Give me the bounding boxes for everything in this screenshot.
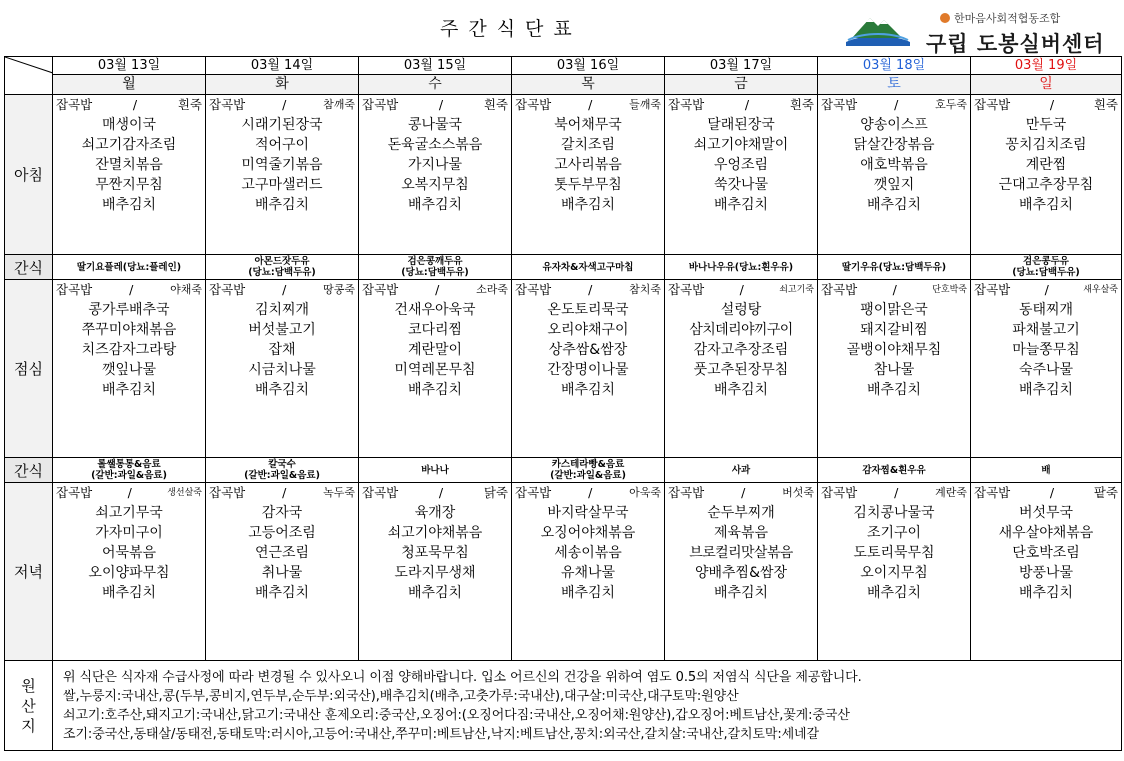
lunch-cell [359, 280, 512, 458]
dish-item: 우엉조림 [713, 157, 769, 173]
snack-line: 검은콩두유 [1023, 256, 1069, 267]
snack-line: 롤쌜통통&음료 [97, 459, 161, 470]
separator: / [282, 485, 287, 500]
org-name-big: 구립 도봉실버센터 [926, 32, 1105, 56]
rice-label: 잡곡밥 [974, 97, 1011, 112]
rice-label: 잡곡밥 [56, 485, 93, 500]
dish-item: 돈육굴소스볶음 [387, 137, 483, 153]
origin-line: 쇠고기:호주산,돼지고기:국내산,닭고기:국내산 훈제오리:중국산,오징어:(오징어다짐:국내산,오징어채:원양산),갑오징어:베트남산,꽃게:중국산 [63, 708, 850, 723]
dish-item: 제육볶음 [713, 525, 769, 541]
porridge-label: 흰죽 [1093, 97, 1118, 112]
dish-item: 치즈감자그라탕 [81, 342, 177, 358]
dish-item: 쇠고기야채말이 [693, 137, 789, 153]
origin-line: 쌀,누룽지:국내산,콩(두부,콩비지,연두부,순두부:외국산),배추김치(배추,고춧가루:국내산),대구살:미국산,대구토막:원양산 [63, 689, 739, 704]
date-tue: 03월 14일 [206, 57, 359, 75]
day-row [5, 75, 1122, 95]
dish-item: 오복지무침 [401, 177, 469, 193]
dish-item: 계란찜 [1025, 157, 1067, 173]
dish-item: 매생이국 [101, 117, 157, 133]
rice-label: 잡곡밥 [974, 282, 1011, 297]
dish-item: 파채불고기 [1012, 322, 1080, 338]
rice-porridge-line [53, 280, 205, 300]
mountain-logo-icon [844, 8, 912, 48]
separator: / [282, 97, 287, 112]
porridge-label: 쇠고기죽 [779, 285, 814, 295]
dish-item: 배추김치 [254, 382, 310, 398]
rice-label: 잡곡밥 [362, 282, 399, 297]
dish-item: 오이양파무침 [88, 565, 170, 581]
snack-label-afternoon: 간식 [5, 458, 53, 483]
lunch-cell [206, 280, 359, 458]
separator: / [438, 485, 444, 500]
rice-label: 잡곡밥 [821, 97, 858, 112]
dish-item: 설렁탕 [720, 302, 762, 318]
separator: / [741, 485, 746, 500]
rice-porridge-line [818, 95, 970, 115]
separator: / [739, 282, 744, 297]
breakfast-cell [512, 95, 665, 255]
corner-diagonal-icon [5, 57, 53, 93]
dinner-cell [818, 483, 971, 661]
breakfast-cell [359, 95, 512, 255]
dish-item: 쑥갓나물 [713, 177, 769, 193]
dish-item: 버섯무국 [1018, 505, 1074, 521]
dish-item: 잔멸치볶음 [95, 157, 163, 173]
dinner-cell [665, 483, 818, 661]
rice-label: 잡곡밥 [56, 97, 93, 112]
rice-label: 잡곡밥 [515, 282, 552, 297]
rice-label: 잡곡밥 [668, 97, 705, 112]
rice-label: 잡곡밥 [209, 282, 246, 297]
breakfast-cell [665, 95, 818, 255]
rice-label: 잡곡밥 [974, 485, 1011, 500]
snack-item [359, 255, 512, 280]
dish-item: 육개장 [414, 505, 456, 521]
snack-line: 배 [1041, 464, 1051, 476]
snack-item [818, 255, 971, 280]
porridge-label: 흰죽 [177, 97, 202, 112]
porridge-label: 참깨죽 [323, 98, 355, 111]
porridge-label: 생선살죽 [167, 488, 202, 498]
dish-item: 쇠고기무국 [95, 505, 163, 521]
snack-item [206, 255, 359, 280]
rice-porridge-line [665, 280, 817, 300]
dish-item: 김치찌개 [254, 302, 310, 318]
dish-item: 깻잎나물 [101, 362, 157, 378]
dish-item: 유채나물 [560, 565, 616, 581]
origin-line: 조기:중국산,동태살/동태전,동태토막:러시아,고등어:국내산,쭈꾸미:베트남산,낙지:베트남산,꽁치:외국산,갈치살:국내산,갈치토막:세네갈 [63, 727, 819, 742]
snack-line: 검은콩깨두유 [407, 256, 463, 267]
origin-label-char: 원 [21, 676, 36, 695]
dish-item: 가자미구이 [95, 525, 163, 541]
snack-line: 감자찜&흰우유 [862, 464, 926, 476]
origin-line: 위 식단은 식자재 수급사정에 따라 변경될 수 있사오니 이점 양해바랍니다. 입소 어르신의 건강을 위하여 염도 0.5의 저염식 식단을 제공합니다. [63, 670, 862, 685]
snack-line: 칼국수 [268, 459, 296, 470]
rice-porridge-line [206, 483, 358, 503]
porridge-label: 들깨죽 [629, 98, 661, 111]
dish-item: 배추김치 [1018, 585, 1074, 601]
porridge-label: 아욱죽 [629, 486, 661, 499]
dish-item: 어묵볶음 [101, 545, 157, 561]
rice-label: 잡곡밥 [362, 97, 399, 112]
separator: / [894, 485, 899, 500]
dish-item: 골뱅이야채무침 [846, 342, 942, 358]
snack-item [971, 255, 1122, 280]
rice-porridge-line [53, 95, 205, 115]
dish-item: 감자국 [261, 505, 303, 521]
dish-item: 브로컬리맛살볶음 [689, 545, 793, 561]
origin-label-char: 지 [21, 716, 36, 735]
dinner-row [5, 483, 1122, 661]
separator: / [1049, 485, 1055, 500]
separator: / [894, 97, 899, 112]
date-thu: 03월 16일 [512, 57, 665, 75]
breakfast-cell [818, 95, 971, 255]
rice-label: 잡곡밥 [668, 282, 705, 297]
snack-line: 사과 [731, 464, 751, 476]
dish-item: 배추김치 [101, 382, 157, 398]
dish-item: 도라지무생채 [394, 565, 476, 581]
dish-item: 배추김치 [866, 585, 922, 601]
dish-item: 숙주나물 [1018, 362, 1074, 378]
snack-line: (갈반:과일&음료) [91, 470, 167, 481]
dish-item: 상추쌈&쌈장 [548, 342, 628, 358]
date-sat: 03월 18일 [818, 57, 971, 75]
dish-item: 배추김치 [866, 197, 922, 213]
porridge-label: 단호박죽 [932, 285, 967, 295]
dish-item: 배추김치 [1018, 382, 1074, 398]
porridge-label: 녹두죽 [323, 486, 355, 499]
dish-item: 청포묵무침 [401, 545, 469, 561]
lunch-row [5, 280, 1122, 458]
dinner-cell [512, 483, 665, 661]
day-tue: 화 [206, 75, 359, 95]
dish-item: 바지락살무국 [547, 505, 629, 521]
snack-line: 바나나우유(당뇨:흰우유) [688, 261, 794, 273]
dish-item: 순두부찌개 [707, 505, 775, 521]
dish-item: 간장명이나물 [547, 362, 629, 378]
porridge-label: 참치죽 [629, 283, 661, 296]
day-sat: 토 [818, 75, 971, 95]
dish-item: 애호박볶음 [860, 157, 928, 173]
porridge-label: 호두죽 [935, 98, 967, 111]
snack-line: (당뇨:담백두유) [248, 267, 316, 278]
day-thu: 목 [512, 75, 665, 95]
porridge-label: 땅콩죽 [323, 283, 355, 296]
dish-item: 콩나물국 [407, 117, 463, 133]
rice-porridge-line [971, 280, 1121, 300]
dish-item: 배추김치 [407, 382, 463, 398]
porridge-label: 팥죽 [1093, 485, 1118, 500]
snack-line: 유자차&자색고구마칩 [542, 261, 634, 273]
separator: / [588, 485, 593, 500]
dish-item: 깻잎지 [873, 177, 915, 193]
rice-label: 잡곡밥 [515, 97, 552, 112]
date-fri: 03월 17일 [665, 57, 818, 75]
snack-item [818, 458, 971, 483]
dish-item: 배추김치 [254, 197, 310, 213]
rice-porridge-line [359, 280, 511, 300]
separator: / [588, 282, 593, 297]
dinner-cell [359, 483, 512, 661]
dish-item: 오징어야채볶음 [540, 525, 636, 541]
dish-item: 조기구이 [866, 525, 922, 541]
snack-item [512, 255, 665, 280]
dish-item: 배추김치 [254, 585, 310, 601]
lunch-cell [53, 280, 206, 458]
lunch-cell [665, 280, 818, 458]
snack-item [53, 255, 206, 280]
breakfast-cell [971, 95, 1122, 255]
dish-item: 콩가루배추국 [88, 302, 170, 318]
dish-item: 쭈꾸미야채볶음 [81, 322, 177, 338]
snack-item [971, 458, 1122, 483]
dish-item: 닭살간장볶음 [853, 137, 935, 153]
rice-porridge-line [665, 483, 817, 503]
dish-item: 배추김치 [713, 585, 769, 601]
rice-porridge-line [206, 95, 358, 115]
dish-item: 코다리찜 [407, 322, 463, 338]
dish-item: 배추김치 [560, 197, 616, 213]
snack-line: (당뇨:담백두유) [401, 267, 469, 278]
dish-item: 고사리볶음 [554, 157, 622, 173]
rice-porridge-line [512, 95, 664, 115]
porridge-label: 닭죽 [483, 485, 508, 500]
weekly-menu-table [4, 56, 1122, 751]
snack2-row [5, 458, 1122, 483]
dish-item: 새우살야채볶음 [998, 525, 1094, 541]
lunch-cell [512, 280, 665, 458]
rice-label: 잡곡밥 [515, 485, 552, 500]
dish-item: 세송이볶음 [554, 545, 622, 561]
porridge-label: 새우살죽 [1083, 285, 1118, 295]
header [0, 0, 1124, 56]
meal-label-lunch: 점심 [5, 280, 53, 458]
dish-item: 오리야채구이 [547, 322, 629, 338]
rice-porridge-line [971, 483, 1121, 503]
dish-item: 잡채 [268, 342, 296, 358]
dish-item: 적어구이 [254, 137, 310, 153]
rice-label: 잡곡밥 [821, 485, 858, 500]
dish-item: 삼치데리야끼구이 [689, 322, 793, 338]
dish-item: 고등어조림 [248, 525, 316, 541]
dish-item: 쇠고기감자조림 [81, 137, 177, 153]
separator: / [132, 97, 138, 112]
dish-item: 시금치나물 [248, 362, 316, 378]
date-wed: 03월 15일 [359, 57, 512, 75]
separator: / [129, 282, 134, 297]
rice-porridge-line [818, 483, 970, 503]
corner-cell [5, 57, 53, 95]
porridge-label: 계란죽 [935, 486, 967, 499]
snack-item [665, 458, 818, 483]
rice-porridge-line [512, 280, 664, 300]
dish-item: 동태찌개 [1018, 302, 1074, 318]
origin-notes [53, 661, 1122, 751]
dish-item: 톳두부무침 [554, 177, 622, 193]
dish-item: 미역레몬무침 [394, 362, 476, 378]
separator: / [892, 282, 897, 297]
rice-porridge-line [971, 95, 1121, 115]
snack-line: 바나나 [421, 464, 449, 476]
rice-porridge-line [818, 280, 970, 300]
snack-item [53, 458, 206, 483]
separator: / [744, 97, 750, 112]
dish-item: 쇠고기야채볶음 [387, 525, 483, 541]
dish-item: 버섯불고기 [248, 322, 316, 338]
dish-item: 시래기된장국 [241, 117, 323, 133]
dinner-cell [971, 483, 1122, 661]
porridge-label: 야채죽 [170, 283, 202, 296]
dish-item: 배추김치 [407, 585, 463, 601]
dish-item: 건새우아욱국 [394, 302, 476, 318]
lunch-cell [818, 280, 971, 458]
dish-item: 무짠지무침 [95, 177, 163, 193]
snack-item [512, 458, 665, 483]
dish-item: 풋고추된장무침 [693, 362, 789, 378]
snack-item [665, 255, 818, 280]
dish-item: 감자고추장조림 [693, 342, 789, 358]
separator: / [127, 485, 132, 500]
dish-item: 김치콩나물국 [853, 505, 935, 521]
dish-item: 단호박조림 [1012, 545, 1080, 561]
dish-item: 근대고추장무침 [998, 177, 1094, 193]
origin-row [5, 661, 1122, 751]
rice-label: 잡곡밥 [209, 97, 246, 112]
dish-item: 배추김치 [560, 382, 616, 398]
rice-label: 잡곡밥 [56, 282, 93, 297]
snack-line: (갈반:과일&음료) [550, 470, 626, 481]
dinner-cell [53, 483, 206, 661]
org-name-small: 한마음사회적협동조합 [940, 10, 1060, 26]
rice-label: 잡곡밥 [209, 485, 246, 500]
page-title: 주간식단표 [440, 18, 582, 40]
dish-item: 팽이맑은국 [860, 302, 928, 318]
dish-item: 계란말이 [407, 342, 463, 358]
breakfast-cell [206, 95, 359, 255]
dish-item: 온도토리묵국 [547, 302, 629, 318]
porridge-label: 흰죽 [483, 97, 508, 112]
day-mon: 월 [53, 75, 206, 95]
rice-label: 잡곡밥 [362, 485, 399, 500]
rice-porridge-line [359, 483, 511, 503]
dish-item: 달래된장국 [707, 117, 775, 133]
rice-label: 잡곡밥 [821, 282, 858, 297]
date-row [5, 57, 1122, 75]
day-wed: 수 [359, 75, 512, 95]
dish-item: 마늘쫑무침 [1012, 342, 1080, 358]
dish-item: 참나물 [873, 362, 915, 378]
dish-item: 도토리묵무침 [853, 545, 935, 561]
dish-item: 배추김치 [101, 197, 157, 213]
dish-item: 미역줄기볶음 [241, 157, 323, 173]
snack-label-morning: 간식 [5, 255, 53, 280]
separator: / [435, 282, 440, 297]
separator: / [1044, 282, 1049, 297]
dish-item: 북어채무국 [554, 117, 622, 133]
dish-item: 만두국 [1025, 117, 1067, 133]
origin-label [5, 661, 53, 751]
dish-item: 꽁치김치조림 [1005, 137, 1087, 153]
breakfast-cell [53, 95, 206, 255]
dish-item: 연근조림 [254, 545, 310, 561]
day-fri: 금 [665, 75, 818, 95]
dish-item: 배추김치 [713, 382, 769, 398]
separator: / [1049, 97, 1055, 112]
snack-line: 딸기우유(당뇨:담백두유) [841, 261, 947, 273]
separator: / [282, 282, 287, 297]
snack-line: 아몬드잣두유 [254, 256, 310, 267]
porridge-label: 흰죽 [789, 97, 814, 112]
porridge-label: 소라죽 [476, 283, 508, 296]
dinner-cell [206, 483, 359, 661]
date-mon: 03월 13일 [53, 57, 206, 75]
lunch-cell [971, 280, 1122, 458]
snack1-row [5, 255, 1122, 280]
rice-label: 잡곡밥 [668, 485, 705, 500]
porridge-label: 버섯죽 [782, 486, 814, 499]
rice-porridge-line [512, 483, 664, 503]
dish-item: 돼지갈비찜 [860, 322, 928, 338]
dish-item: 양송이스프 [860, 117, 928, 133]
rice-porridge-line [359, 95, 511, 115]
dish-item: 배추김치 [407, 197, 463, 213]
meal-label-breakfast: 아침 [5, 95, 53, 255]
separator: / [438, 97, 444, 112]
dish-item: 갈치조림 [560, 137, 616, 153]
snack-line: (갈반:과일&음료) [244, 470, 320, 481]
date-sun: 03월 19일 [971, 57, 1122, 75]
dish-item: 가지나물 [407, 157, 463, 173]
rice-porridge-line [665, 95, 817, 115]
dish-item: 배추김치 [560, 585, 616, 601]
snack-line: (당뇨:담백두유) [1012, 267, 1080, 278]
rice-porridge-line [53, 483, 205, 503]
origin-label-char: 산 [21, 696, 36, 715]
separator: / [588, 97, 593, 112]
breakfast-row [5, 95, 1122, 255]
org-dot-icon [940, 13, 950, 23]
dish-item: 양배추찜&쌈장 [694, 565, 788, 581]
snack-line: 딸기요플레(당뇨:플레인) [76, 261, 182, 273]
dish-item: 오이지무침 [860, 565, 928, 581]
dish-item: 배추김치 [713, 197, 769, 213]
dish-item: 취나물 [261, 565, 303, 581]
dish-item: 배추김치 [1018, 197, 1074, 213]
dish-item: 배추김치 [866, 382, 922, 398]
snack-item [206, 458, 359, 483]
snack-line: 카스테라빵&음료 [551, 459, 625, 470]
dish-item: 고구마샐러드 [241, 177, 323, 193]
dish-item: 방풍나물 [1018, 565, 1074, 581]
meal-label-dinner: 저녁 [5, 483, 53, 661]
dish-item: 배추김치 [101, 585, 157, 601]
rice-porridge-line [206, 280, 358, 300]
day-sun: 일 [971, 75, 1122, 95]
snack-item [359, 458, 512, 483]
